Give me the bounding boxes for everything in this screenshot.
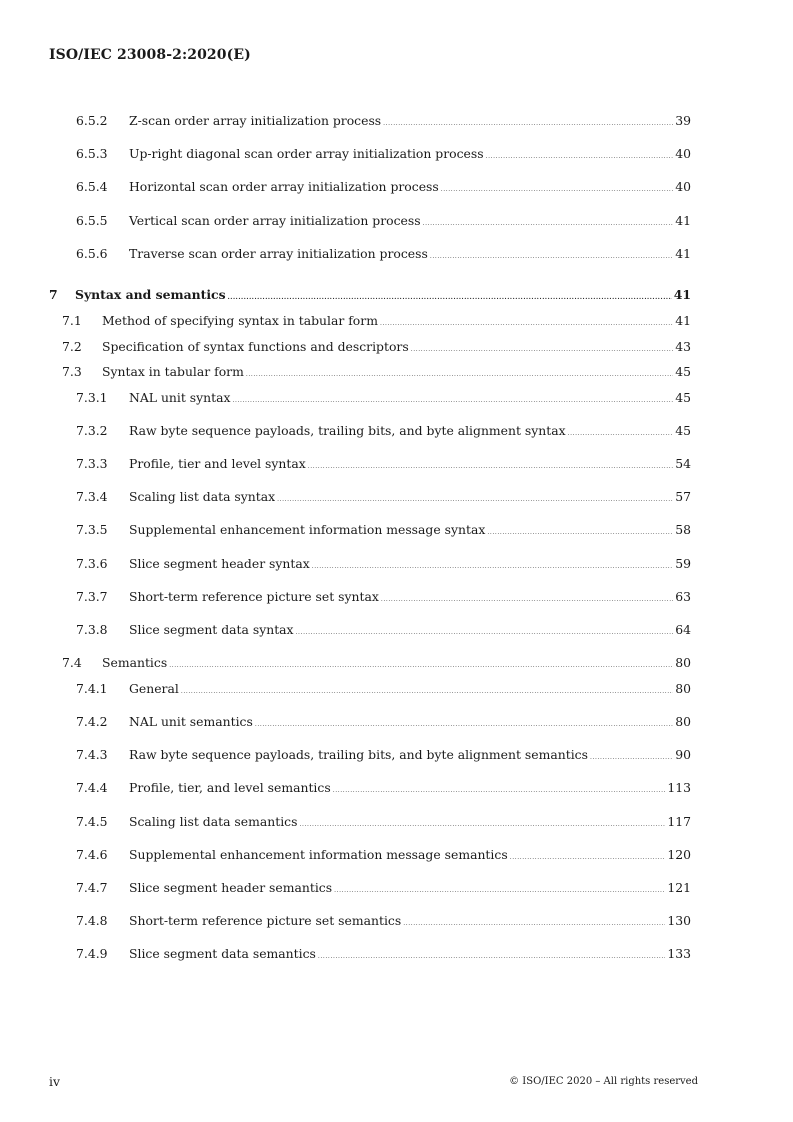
toc-row[interactable] [0, 713, 793, 731]
toc-title[interactable]: Profile, tier and level syntax [129, 456, 306, 471]
toc-dot-leader [233, 392, 674, 410]
toc-row[interactable] [0, 112, 793, 130]
toc-title[interactable]: NAL unit semantics [129, 714, 253, 729]
toc-row[interactable] [0, 455, 793, 473]
toc-dot-leader [308, 458, 673, 476]
toc-entry [75, 286, 691, 307]
toc-title[interactable]: Slice segment data syntax [129, 622, 294, 637]
toc-entry [129, 813, 691, 834]
toc-entry [102, 363, 691, 384]
toc-row[interactable] [0, 555, 793, 573]
toc-number: 7.4.8 [76, 913, 108, 928]
toc-page-number: 41 [675, 313, 691, 328]
toc-row[interactable] [0, 846, 793, 864]
toc-dot-leader [169, 657, 673, 675]
toc-entry [129, 588, 691, 609]
toc-title[interactable]: Syntax and semantics [75, 287, 226, 302]
toc-page-number: 90 [675, 747, 691, 762]
toc-number: 7.3.3 [76, 456, 108, 471]
toc-title[interactable]: Raw byte sequence payloads, trailing bits, and byte alignment syntax [129, 423, 566, 438]
toc-row[interactable] [0, 338, 793, 356]
toc-entry [129, 621, 691, 642]
toc-row[interactable] [0, 879, 793, 897]
toc-title[interactable]: Specification of syntax functions and descriptors [102, 339, 409, 354]
toc-dot-leader [510, 849, 666, 867]
toc-dot-leader [441, 181, 673, 199]
toc-dot-leader [318, 948, 665, 966]
toc-dot-leader [181, 683, 673, 701]
toc-entry [129, 555, 691, 576]
toc-page-number: 45 [675, 423, 691, 438]
toc-entry [129, 245, 691, 266]
toc-page-number: 39 [675, 113, 691, 128]
toc-page-number: 80 [675, 681, 691, 696]
toc-page-number: 54 [675, 456, 691, 471]
toc-number: 7.3.7 [76, 589, 108, 604]
toc-title[interactable]: Raw byte sequence payloads, trailing bits, and byte alignment semantics [129, 747, 588, 762]
toc-page-number: 41 [673, 287, 691, 302]
toc-number: 7.1 [62, 313, 82, 328]
toc-title[interactable]: Short-term reference picture set semantics [129, 913, 402, 928]
toc-number: 7.4.2 [76, 714, 108, 729]
toc-page-number: 58 [675, 522, 691, 537]
toc-row[interactable] [0, 621, 793, 639]
toc-number: 7.4.5 [76, 814, 108, 829]
toc-entry [102, 654, 691, 675]
toc-title[interactable]: Supplemental enhancement information message semantics [129, 847, 508, 862]
toc-number: 7.4.6 [76, 847, 108, 862]
toc-page-number: 57 [675, 489, 691, 504]
page-number: iv [49, 1074, 60, 1089]
toc-title[interactable]: Slice segment data semantics [129, 946, 316, 961]
toc-row[interactable] [0, 654, 793, 672]
toc-title[interactable]: Profile, tier, and level semantics [129, 780, 331, 795]
toc-title[interactable]: Traverse scan order array initialization process [129, 246, 428, 261]
toc-row[interactable] [0, 912, 793, 930]
toc-row[interactable] [0, 422, 793, 440]
toc-entry [129, 945, 691, 966]
toc-number: 7.3 [62, 364, 82, 379]
toc-dot-leader [590, 749, 673, 767]
toc-row[interactable] [0, 178, 793, 196]
toc-page-number: 121 [667, 880, 691, 895]
toc-title[interactable]: Method of specifying syntax in tabular form [102, 313, 378, 328]
toc-number: 7.2 [62, 339, 82, 354]
toc-number: 6.5.2 [76, 113, 108, 128]
toc-entry [129, 746, 691, 767]
toc-row[interactable] [0, 521, 793, 539]
toc-dot-leader [430, 248, 673, 266]
toc-number: 7.3.6 [76, 556, 108, 571]
toc-dot-leader [277, 491, 673, 509]
toc-row[interactable] [0, 312, 793, 330]
toc-entry [129, 145, 691, 166]
toc-page-number: 40 [675, 179, 691, 194]
toc-number: 7 [49, 287, 58, 302]
toc-dot-leader [334, 882, 665, 900]
toc-entry [129, 779, 691, 800]
toc-title[interactable]: Semantics [102, 655, 168, 670]
toc-entry [129, 879, 691, 900]
toc-dot-leader [228, 289, 672, 307]
toc-row[interactable] [0, 813, 793, 831]
toc-page-number: 45 [675, 364, 691, 379]
toc-entry [129, 178, 691, 199]
toc-page-number: 45 [675, 390, 691, 405]
toc-number: 6.5.6 [76, 246, 108, 261]
toc-page-number: 133 [667, 946, 691, 961]
toc-number: 7.4 [62, 655, 82, 670]
toc-row[interactable] [0, 212, 793, 230]
toc-row[interactable] [0, 245, 793, 263]
toc-title[interactable]: Z-scan order array initialization process [129, 113, 382, 128]
toc-chapter-row[interactable] [0, 286, 793, 304]
toc-row[interactable] [0, 779, 793, 797]
toc-number: 7.4.9 [76, 946, 108, 961]
toc-page-number: 80 [675, 655, 691, 670]
toc-number: 7.4.1 [76, 681, 108, 696]
toc-page-number: 117 [667, 814, 691, 829]
toc-number: 7.3.4 [76, 489, 108, 504]
toc-number: 6.5.5 [76, 213, 108, 228]
toc-number: 7.4.4 [76, 780, 108, 795]
toc-dot-leader [312, 558, 673, 576]
toc-dot-leader [246, 366, 673, 384]
toc-entry [129, 846, 691, 867]
toc-number: 7.3.8 [76, 622, 108, 637]
toc-page-number: 80 [675, 714, 691, 729]
toc-entry [102, 338, 691, 359]
toc-dot-leader [296, 624, 674, 642]
toc-title[interactable]: General [129, 681, 179, 696]
toc-row[interactable] [0, 945, 793, 963]
toc-row[interactable] [0, 389, 793, 407]
toc-dot-leader [486, 148, 674, 166]
toc-entry [129, 112, 691, 133]
toc-row[interactable] [0, 145, 793, 163]
toc-entry [102, 312, 691, 333]
document-id: ISO/IEC 23008-2:2020(E) [49, 47, 251, 63]
toc-entry [129, 680, 691, 701]
toc-row[interactable] [0, 488, 793, 506]
toc-entry [129, 422, 691, 443]
toc-row[interactable] [0, 680, 793, 698]
toc-title[interactable]: Slice segment header syntax [129, 556, 310, 571]
toc-dot-leader [381, 591, 673, 609]
toc-row[interactable] [0, 363, 793, 381]
toc-entry [129, 912, 691, 933]
toc-number: 6.5.3 [76, 146, 108, 161]
toc-title[interactable]: NAL unit syntax [129, 390, 231, 405]
toc-entry [129, 488, 691, 509]
toc-dot-leader [568, 425, 674, 443]
toc-page-number: 43 [675, 339, 691, 354]
toc-entry [129, 521, 691, 542]
toc-page-number: 41 [675, 246, 691, 261]
toc-row[interactable] [0, 746, 793, 764]
toc-dot-leader [487, 524, 673, 542]
toc-title[interactable]: Slice segment header semantics [129, 880, 333, 895]
toc-dot-leader [380, 315, 673, 333]
toc-entry [129, 212, 691, 233]
toc-dot-leader [255, 716, 673, 734]
toc-dot-leader [423, 215, 674, 233]
toc-page-number: 41 [675, 213, 691, 228]
toc-dot-leader [403, 915, 665, 933]
toc-title[interactable]: Vertical scan order array initialization process [129, 213, 421, 228]
toc-title[interactable]: Up-right diagonal scan order array initialization process [129, 146, 484, 161]
toc-title[interactable]: Scaling list data syntax [129, 489, 276, 504]
toc-title[interactable]: Scaling list data semantics [129, 814, 298, 829]
toc-entry [129, 455, 691, 476]
toc-dot-leader [299, 816, 665, 834]
toc-entry [129, 713, 691, 734]
toc-page-number: 63 [675, 589, 691, 604]
toc-dot-leader [383, 115, 673, 133]
toc-row[interactable] [0, 588, 793, 606]
toc-number: 7.3.5 [76, 522, 108, 537]
toc-number: 7.3.2 [76, 423, 108, 438]
toc-page-number: 120 [667, 847, 691, 862]
toc-page-number: 113 [667, 780, 691, 795]
toc-title[interactable]: Horizontal scan order array initialization process [129, 179, 439, 194]
toc-number: 7.4.7 [76, 880, 108, 895]
toc-page-number: 59 [675, 556, 691, 571]
toc-title[interactable]: Syntax in tabular form [102, 364, 244, 379]
toc-number: 7.3.1 [76, 390, 108, 405]
toc-page-number: 130 [667, 913, 691, 928]
toc-title[interactable]: Supplemental enhancement information message syntax [129, 522, 486, 537]
toc-page-number: 64 [675, 622, 691, 637]
toc-page-number: 40 [675, 146, 691, 161]
toc-number: 6.5.4 [76, 179, 108, 194]
toc-number: 7.4.3 [76, 747, 108, 762]
toc-title[interactable]: Short-term reference picture set syntax [129, 589, 379, 604]
toc-entry [129, 389, 691, 410]
toc-dot-leader [411, 341, 674, 359]
toc-dot-leader [333, 782, 666, 800]
copyright-notice: © ISO/IEC 2020 – All rights reserved [509, 1076, 698, 1087]
